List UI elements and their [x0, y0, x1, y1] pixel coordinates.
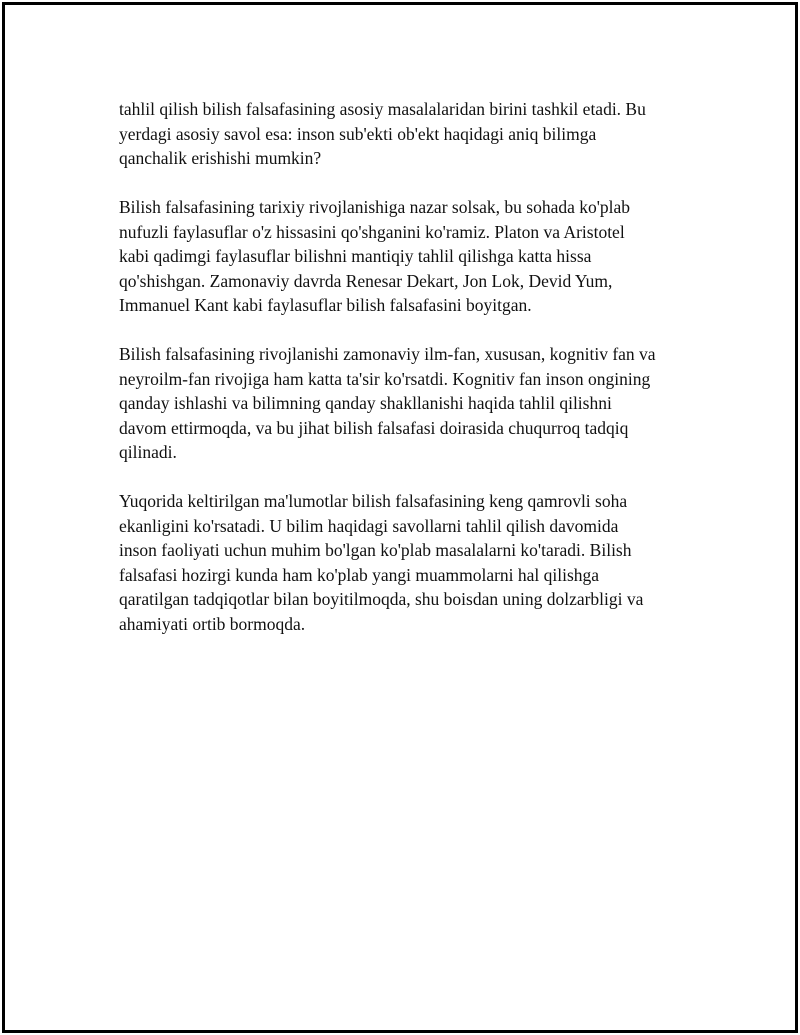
paragraph-2: Bilish falsafasining tarixiy rivojlanishiga nazar solsak, bu sohada ko'plab nufuzli faylasuflar o'z hissasini qo'shganini ko'ramiz. Platon va Aristotel kabi qadimgi faylasuflar bilishni mantiqiy tahlil qilishga katta hissa qo'shishgan. Zamonaviy davrda Renesar Dekart, Jon Lok, Devid Yum, Immanuel Kant kabi faylasuflar bilish falsafasini boyitgan.: [119, 197, 631, 315]
paragraph-1: tahlil qilish bilish falsafasining asosiy masalalaridan birini tashkil etadi. Bu yerdagi asosiy savol esa: inson sub'ekti ob'ekt haqidagi aniq bilimga qanchalik erishishi mumkin?: [119, 99, 646, 168]
paragraph-3: Bilish falsafasining rivojlanishi zamonaviy ilm-fan, xususan, kognitiv fan va neyroilm-fan rivojiga ham katta ta'sir ko'rsatdi. Kognitiv fan inson ongining qanday ishlashi va bilimning qanday shakllanishi haqida tahlil qilishni davom ettirmoqda, va bu jihat bilish falsafasi doirasida chuqurroq tadqiq qilinadi.: [119, 344, 656, 462]
page-frame: [2, 2, 798, 1033]
paragraph-4: Yuqorida keltirilgan ma'lumotlar bilish falsafasining keng qamrovli soha ekanligini ko'rsatadi. U bilim haqidagi savollarni tahlil qilish davomida inson faoliyati uchun muhim bo'lgan ko'plab masalalarni ko'taradi. Bilish falsafasi hozirgi kunda ham ko'plab yangi muammolarni hal qilishga qaratilgan tadqiqotlar bilan boyitilmoqda, shu boisdan uning dolzarbligi va ahamiyati ortib bormoqda.: [119, 491, 644, 634]
text-column: [119, 97, 699, 661]
